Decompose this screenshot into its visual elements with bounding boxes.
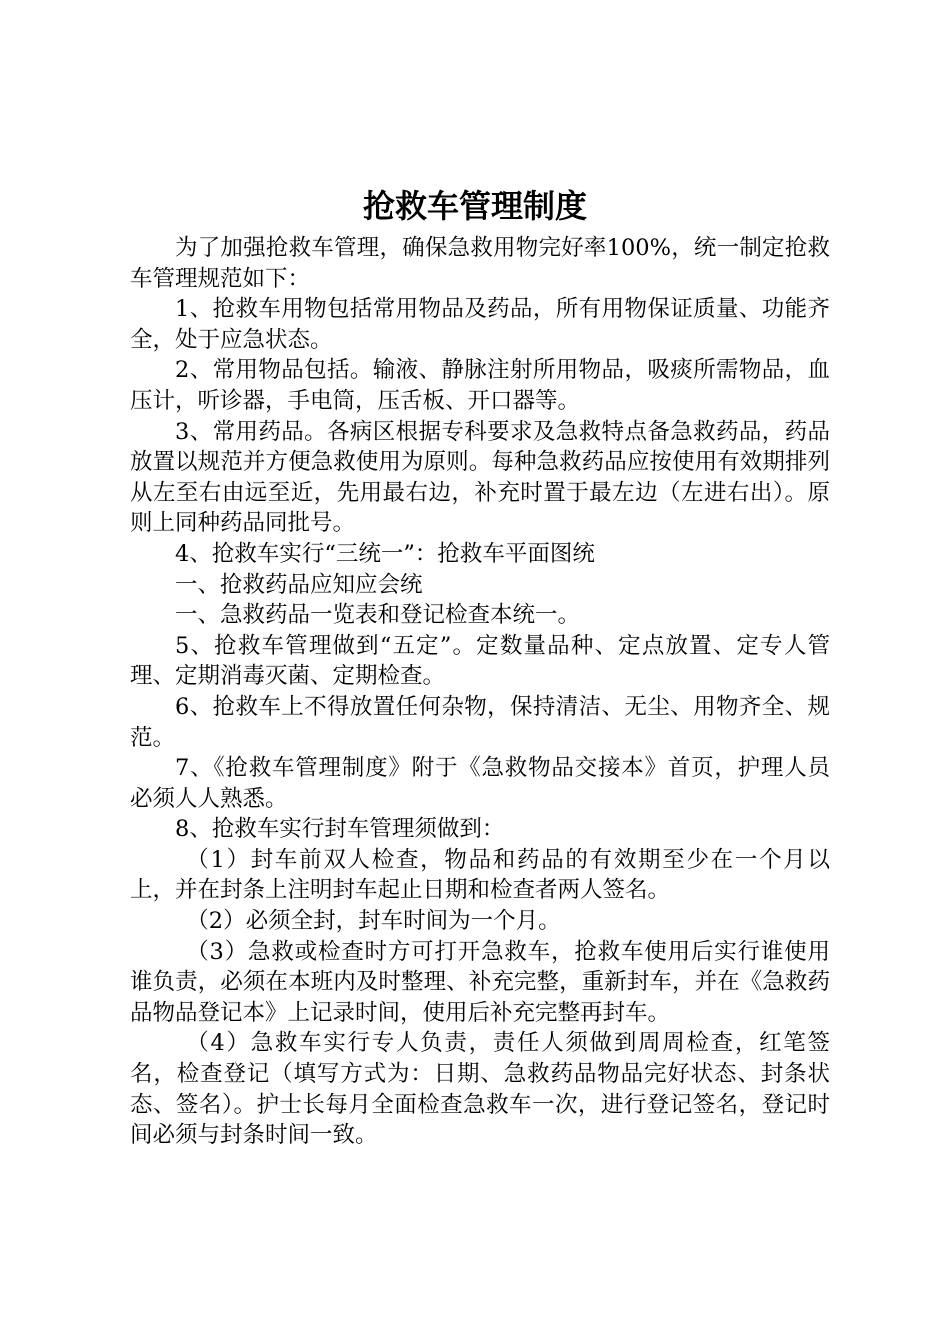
paragraph-item-6: 6、抢救车上不得放置任何杂物，保持清洁、无尘、用物齐全、规范。 — [130, 693, 830, 751]
paragraph-item-4-line-2: 一、抢救药品应知应会统 — [175, 571, 423, 598]
paragraph-subitem-1: （1）封车前双人检查，物品和药品的有效期至少在一个月以上，并在封条上注明封车起止日期和检查者两人签名。 — [130, 846, 830, 904]
paragraph-item-4-line-3: 一、急救药品一览表和登记检查本统一。 — [175, 602, 581, 629]
paragraph-item-7: 7、《抢救车管理制度》附于《急救物品交接本》首页，护理人员必须人人熟悉。 — [130, 755, 830, 812]
paragraph-item-2: 2、常用物品包括。输液、静脉注射所用物品，吸痰所需物品，血压计，听诊器，手电筒，压舌板、开口器等。 — [130, 357, 830, 414]
paragraph-item-8: 8、抢救车实行封车管理须做到： — [175, 816, 505, 843]
document-body — [130, 233, 830, 1151]
paragraph-subitem-3: （3）急救或检查时方可打开急救车，抢救车使用后实行谁使用谁负责，必须在本班内及时整理、补充完整，重新封车，并在《急救药品物品登记本》上记录时间，使用后补充完整再封车。 — [130, 938, 830, 1026]
paragraph-item-5: 5、抢救车管理做到“五定”。定数量品种、定点放置、定专人管理、定期消毒灭菌、定期检查。 — [130, 632, 830, 690]
paragraph-subitem-4: （4）急救车实行专人负责，责任人须做到周周检查，红笔签名，检查登记（填写方式为：日期、急救药品物品完好状态、封条状态、签名）。护士长每月全面检查急救车一次，进行登记签名，登记时间必须与封条时间一致。 — [130, 1030, 830, 1149]
paragraph-item-3: 3、常用药品。各病区根据专科要求及急救特点备急救药品，药品放置以规范并方便急救使用为原则。每种急救药品应按使用有效期排列从左至右由远至近，先用最右边，补充时置于最左边（左进右出）。原则上同种药品同批号。 — [130, 418, 830, 537]
paragraph-subitem-2: （2）必须全封，封车时间为一个月。 — [186, 908, 561, 935]
paragraph-intro: 为了加强抢救车管理，确保急救用物完好率100%，统一制定抢救车管理规范如下： — [130, 235, 830, 292]
paragraph-item-4: 4、抢救车实行“三统一”：抢救车平面图统 — [175, 540, 595, 567]
document-title: 抢救车管理制度 — [362, 187, 587, 225]
paragraph-item-1: 1、抢救车用物包括常用物品及药品，所有用物保证质量、功能齐全，处于应急状态。 — [130, 296, 830, 353]
